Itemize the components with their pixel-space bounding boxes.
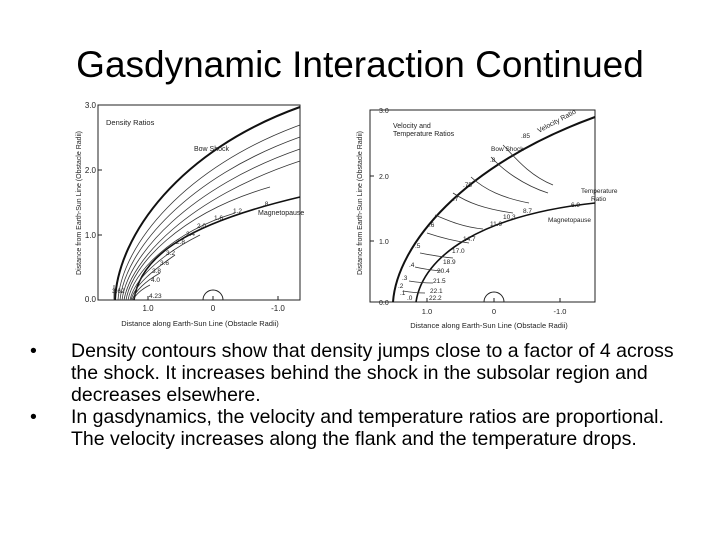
y-tick: 1.0 [84, 231, 96, 240]
y-tick: 1.0 [379, 239, 389, 246]
panel-title-line-1: Velocity and [393, 123, 431, 130]
contour-label: 1.2 [233, 208, 243, 215]
contour-label: .8 [263, 201, 269, 208]
density-ratio-figure [70, 95, 348, 335]
velocity-plot-svg [353, 95, 625, 335]
contour-label: 2.4 [186, 231, 196, 238]
velocity-ratio-label: Velocity Ratio [536, 108, 578, 135]
temperature-contour-label: 8.7 [523, 208, 533, 215]
bullet-text: Density contours show that density jumps close to a factor of 4 across the shock. It increases behind the shock in the subsolar region and decreases elsewhere. [71, 340, 674, 406]
velocity-contour-label: .6 [429, 222, 435, 229]
velocity-contour-label: .75 [463, 182, 473, 189]
subsolar-density-label: 3.62 [112, 288, 125, 295]
y-tick: 3.0 [379, 108, 389, 115]
contour-label: 3.2 [166, 250, 176, 257]
y-tick: 2.0 [379, 174, 389, 181]
plot-frame [370, 110, 595, 302]
contour-label: 4.0 [151, 277, 161, 284]
y-axis-label: Distance from Earth-Sun Line (Obstacle Radii) [76, 131, 83, 275]
contour-label: 2.0 [197, 223, 207, 230]
contour-label: 1.6 [214, 215, 224, 222]
temperature-contour-label: 11.9 [490, 221, 503, 228]
x-tick: 1.0 [142, 304, 154, 313]
magnetopause-label: Magnetopause [548, 217, 592, 224]
velocity-contour-label: .5 [415, 243, 421, 250]
velocity-contour-label: .8 [490, 157, 496, 164]
magnetopause-label: Magnetopause [258, 210, 305, 217]
bullet-symbol: • [30, 406, 37, 428]
y-tick: 3.0 [84, 101, 96, 110]
temperature-contour-label: 10.3 [503, 214, 516, 221]
temperature-contour-label: 14.7 [463, 236, 476, 243]
density-plot-svg [70, 95, 348, 335]
contour-label: 4.23 [149, 293, 162, 300]
x-tick: 1.0 [421, 307, 433, 316]
y-axis-label: Distance from Earth-Sun Line (Obstacle Radii) [357, 131, 364, 275]
x-axis-label: Distance along Earth-Sun Line (Obstacle Radii) [410, 321, 568, 330]
temperature-contour-label: 22.1 [430, 288, 443, 295]
y-tick: 2.0 [84, 166, 96, 175]
temperature-contour-label: 6.9 [571, 202, 581, 209]
velocity-contour-label: .4 [409, 262, 415, 269]
velocity-contours [403, 145, 553, 293]
velocity-contour-label: .85 [521, 133, 531, 140]
x-tick: -1.0 [553, 307, 567, 316]
velocity-contour-label: .2 [398, 283, 404, 290]
contour-label: 3.6 [160, 260, 170, 267]
x-tick: 0 [210, 304, 216, 313]
y-tick: 0.0 [379, 300, 389, 307]
panel-title-line-2: Temperature Ratios [393, 131, 455, 138]
bullet-symbol: • [30, 340, 37, 362]
temperature-ratio-label-line-2: Ratio [591, 196, 607, 203]
temperature-contour-label: 17.0 [452, 248, 465, 255]
temperature-ratio-label-line-1: Temperature [581, 188, 618, 195]
panel-title: Density Ratios [106, 118, 155, 127]
bow-shock-label: Bow Shock [194, 146, 230, 153]
velocity-temperature-figure [353, 95, 625, 335]
x-tick: 0 [491, 307, 497, 316]
contour-label: 3.8 [152, 268, 162, 275]
bullet-item [30, 406, 700, 450]
bullet-list [30, 340, 700, 450]
velocity-contour-label: .0 [407, 295, 413, 302]
temperature-contour-label: 20.4 [437, 268, 450, 275]
bullet-item [30, 340, 700, 406]
contour-label: 2.8 [176, 239, 186, 246]
x-axis-label: Distance along Earth-Sun Line (Obstacle Radii) [121, 319, 279, 328]
temperature-contour-label: 22.2 [429, 295, 442, 302]
temperature-contour-label: 18.9 [443, 259, 456, 266]
velocity-contour-label: .7 [453, 196, 459, 203]
x-tick: -1.0 [271, 304, 285, 313]
temperature-contour-label: 21.5 [433, 278, 446, 285]
velocity-contour-label: .1 [400, 290, 406, 297]
bow-shock-label: Bow Shock [491, 146, 524, 153]
slide-title: Gasdynamic Interaction Continued [76, 44, 644, 85]
velocity-contour-label: .3 [402, 275, 408, 282]
bullet-text: In gasdynamics, the velocity and temperature ratios are proportional. The velocity increases along the flank and the temperature drops. [71, 406, 664, 450]
y-tick: 0.0 [84, 295, 96, 304]
